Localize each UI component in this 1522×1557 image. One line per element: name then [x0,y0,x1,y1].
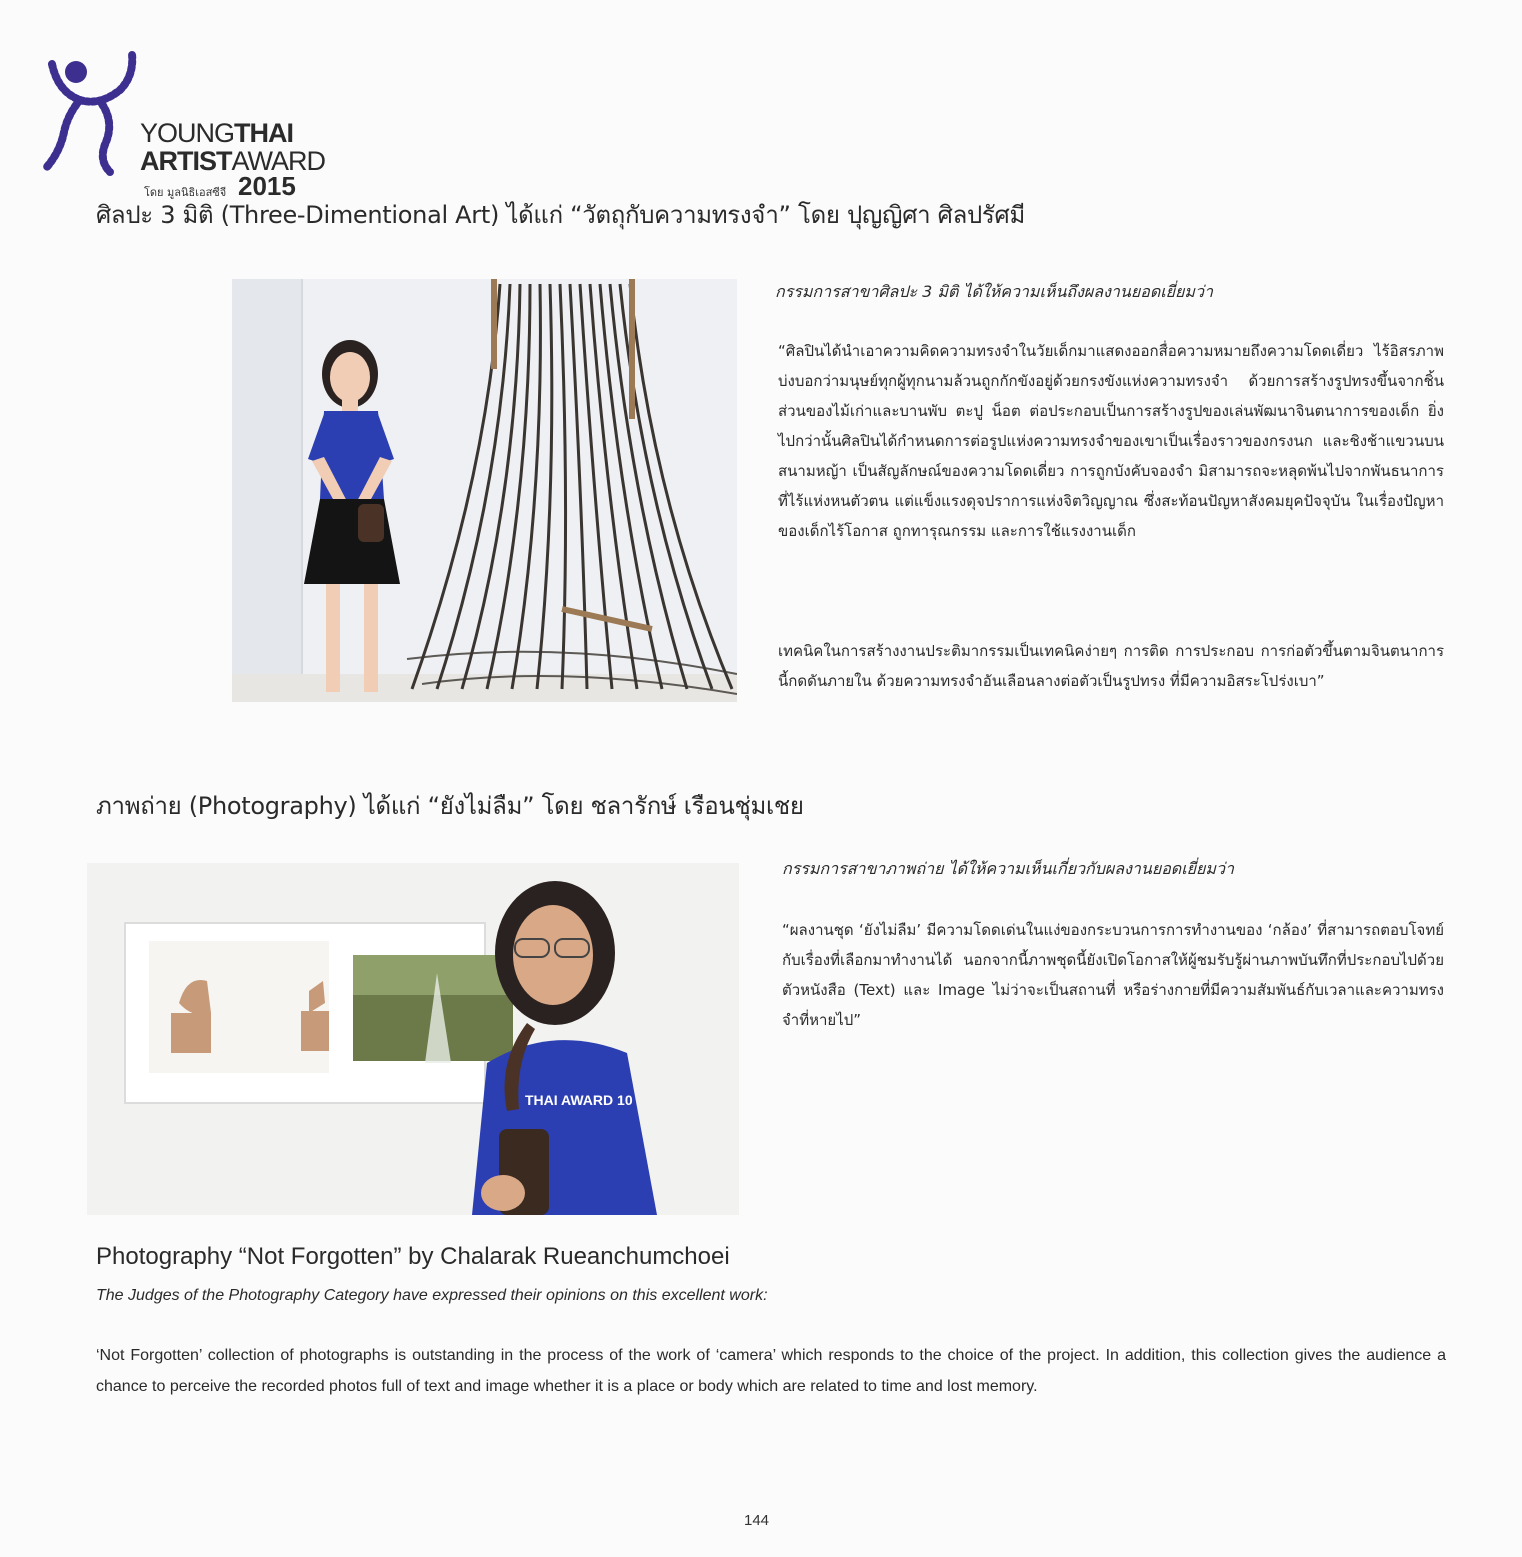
award-logo [40,42,325,201]
logo-text-line2 [140,148,325,175]
section-photo-heading: ภาพถ่าย (Photography) ได้แก่ “ยังไม่ลืม” โดย ชลารักษ์ เรือนชุ่มเชย [96,792,804,820]
english-judges-intro: The Judges of the Photography Category have expressed their opinions on this excellent work: [96,1287,768,1304]
logo-thai: THAI [234,118,294,148]
artist-with-trophy-image [87,863,739,1215]
section-3d-heading: ศิลปะ 3 มิติ (Three-Dimentional Art) ได้แก่ “วัตถุกับความทรงจำ” โดย ปุญญิศา ศิลปรัศมี [96,201,1025,229]
section-3d-quote-paragraph-2: เทคนิคในการสร้างงานประติมากรรมเป็นเทคนิคง่ายๆ การติด การประกอบ การก่อตัวขึ้นตามจินตนาการนี้กดดันภายใน ด้วยความทรงจำอันเลือนลางต่อตัวเป็นรูปทรง ที่มีความอิสระโปร่งเบา” [778,642,1444,690]
section-photo-quote: “ผลงานชุด ‘ยังไม่ลืม’ มีความโดดเด่นในแง่ของกระบวนการการทำงานของ ‘กล้อง’ ที่สามารถตอบโจทย์กับเรื่องที่เลือกมาทำงานได้ นอกจากนี้ภาพชุดนี้ยังเปิดโอกาสให้ผู้ชมรับรู้ผ่านภาพบันทึกที่ประกอบไปด้วยตัวหนังสือ (Text) และ Image ไม่ว่าจะเป็นสถานที่ หรือร่างกายที่มีความสัมพันธ์กับเวลาและความทรงจำที่หายไป” [782,921,1444,1029]
artist-with-sculpture-image [232,279,737,702]
logo-young: YOUNG [140,118,235,148]
section-3d-quote-paragraph-1: “ศิลปินได้นำเอาความคิดความทรงจำในวัยเด็กมาแสดงออกสื่อความหมายถึงความโดดเดี่ยว ไร้อิสรภาพ บ่งบอกว่ามนุษย์ทุกผู้ทุกนามล้วนถูกกักขังอยู่ด้วยกรงขังแห่งความทรงจำ ด้วยการสร้างรูปทรงขึ้นจากชิ้นส่วนของไม้เก่าและบานพับ ตะปู น็อต ต่อประกอบเป็นการสร้างรูปของเล่นพัฒนาจินตนาการของเด็ก ยิ่งไปกว่านั้นศิลปินได้กำหนดการต่อรูปแห่งความทรงจำของเขาเป็นเรื่องราวของกรงนก และชิงช้าแขวนบนสนามหญ้า เป็นสัญลักษณ์ของความโดดเดี่ยว การถูกบังคับจองจำ มิสามารถจะหลุดพ้นไปจากพันธนาการที่ไร้แห่งหนตัวตน แต่แข็งแรงดุจปราการแห่งจิตวิญญาณ ซึ่งสะท้อนปัญหาสังคมยุคปัจจุบัน ในเรื่องปัญหาของเด็กไร้โอกาส ถูกทารุณกรรม และการใช้แรงงานเด็ก [778,342,1444,540]
logo-year: 2015 [238,171,296,201]
logo-text-line1 [140,120,293,147]
page-number: 144 [744,1512,770,1529]
section-3d-judges-intro: กรรมการสาขาศิลปะ 3 มิติ ได้ให้ความเห็นถึงผลงานยอดเยี่ยมว่า [775,282,1213,301]
logo-byline: โดย มูลนิธิเอสซีจี [144,186,227,199]
dancing-figure-icon [40,42,150,177]
logo-award: AWARD [231,146,325,176]
logo-artist: ARTIST [140,146,232,176]
photo-photography-artwork [87,863,739,1215]
section-photo-judges-intro: กรรมการสาขาภาพถ่าย ได้ให้ความเห็นเกี่ยวกับผลงานยอดเยี่ยมว่า [782,859,1234,878]
shirt-print-text: THAI AWARD 10 [525,1092,633,1108]
english-quote: ‘Not Forgotten’ collection of photographs is outstanding in the process of the work of ‘camera’ which responds to the choice of the project. In addition, this collection gives the audience a chance to perceive the recorded photos full of text and image whether it is a place or body which are related to time and lost memory. [96,1347,1446,1395]
english-section-title: Photography “Not Forgotten” by Chalarak Rueanchumchoei [96,1243,730,1270]
photo-3d-artwork [232,279,737,702]
